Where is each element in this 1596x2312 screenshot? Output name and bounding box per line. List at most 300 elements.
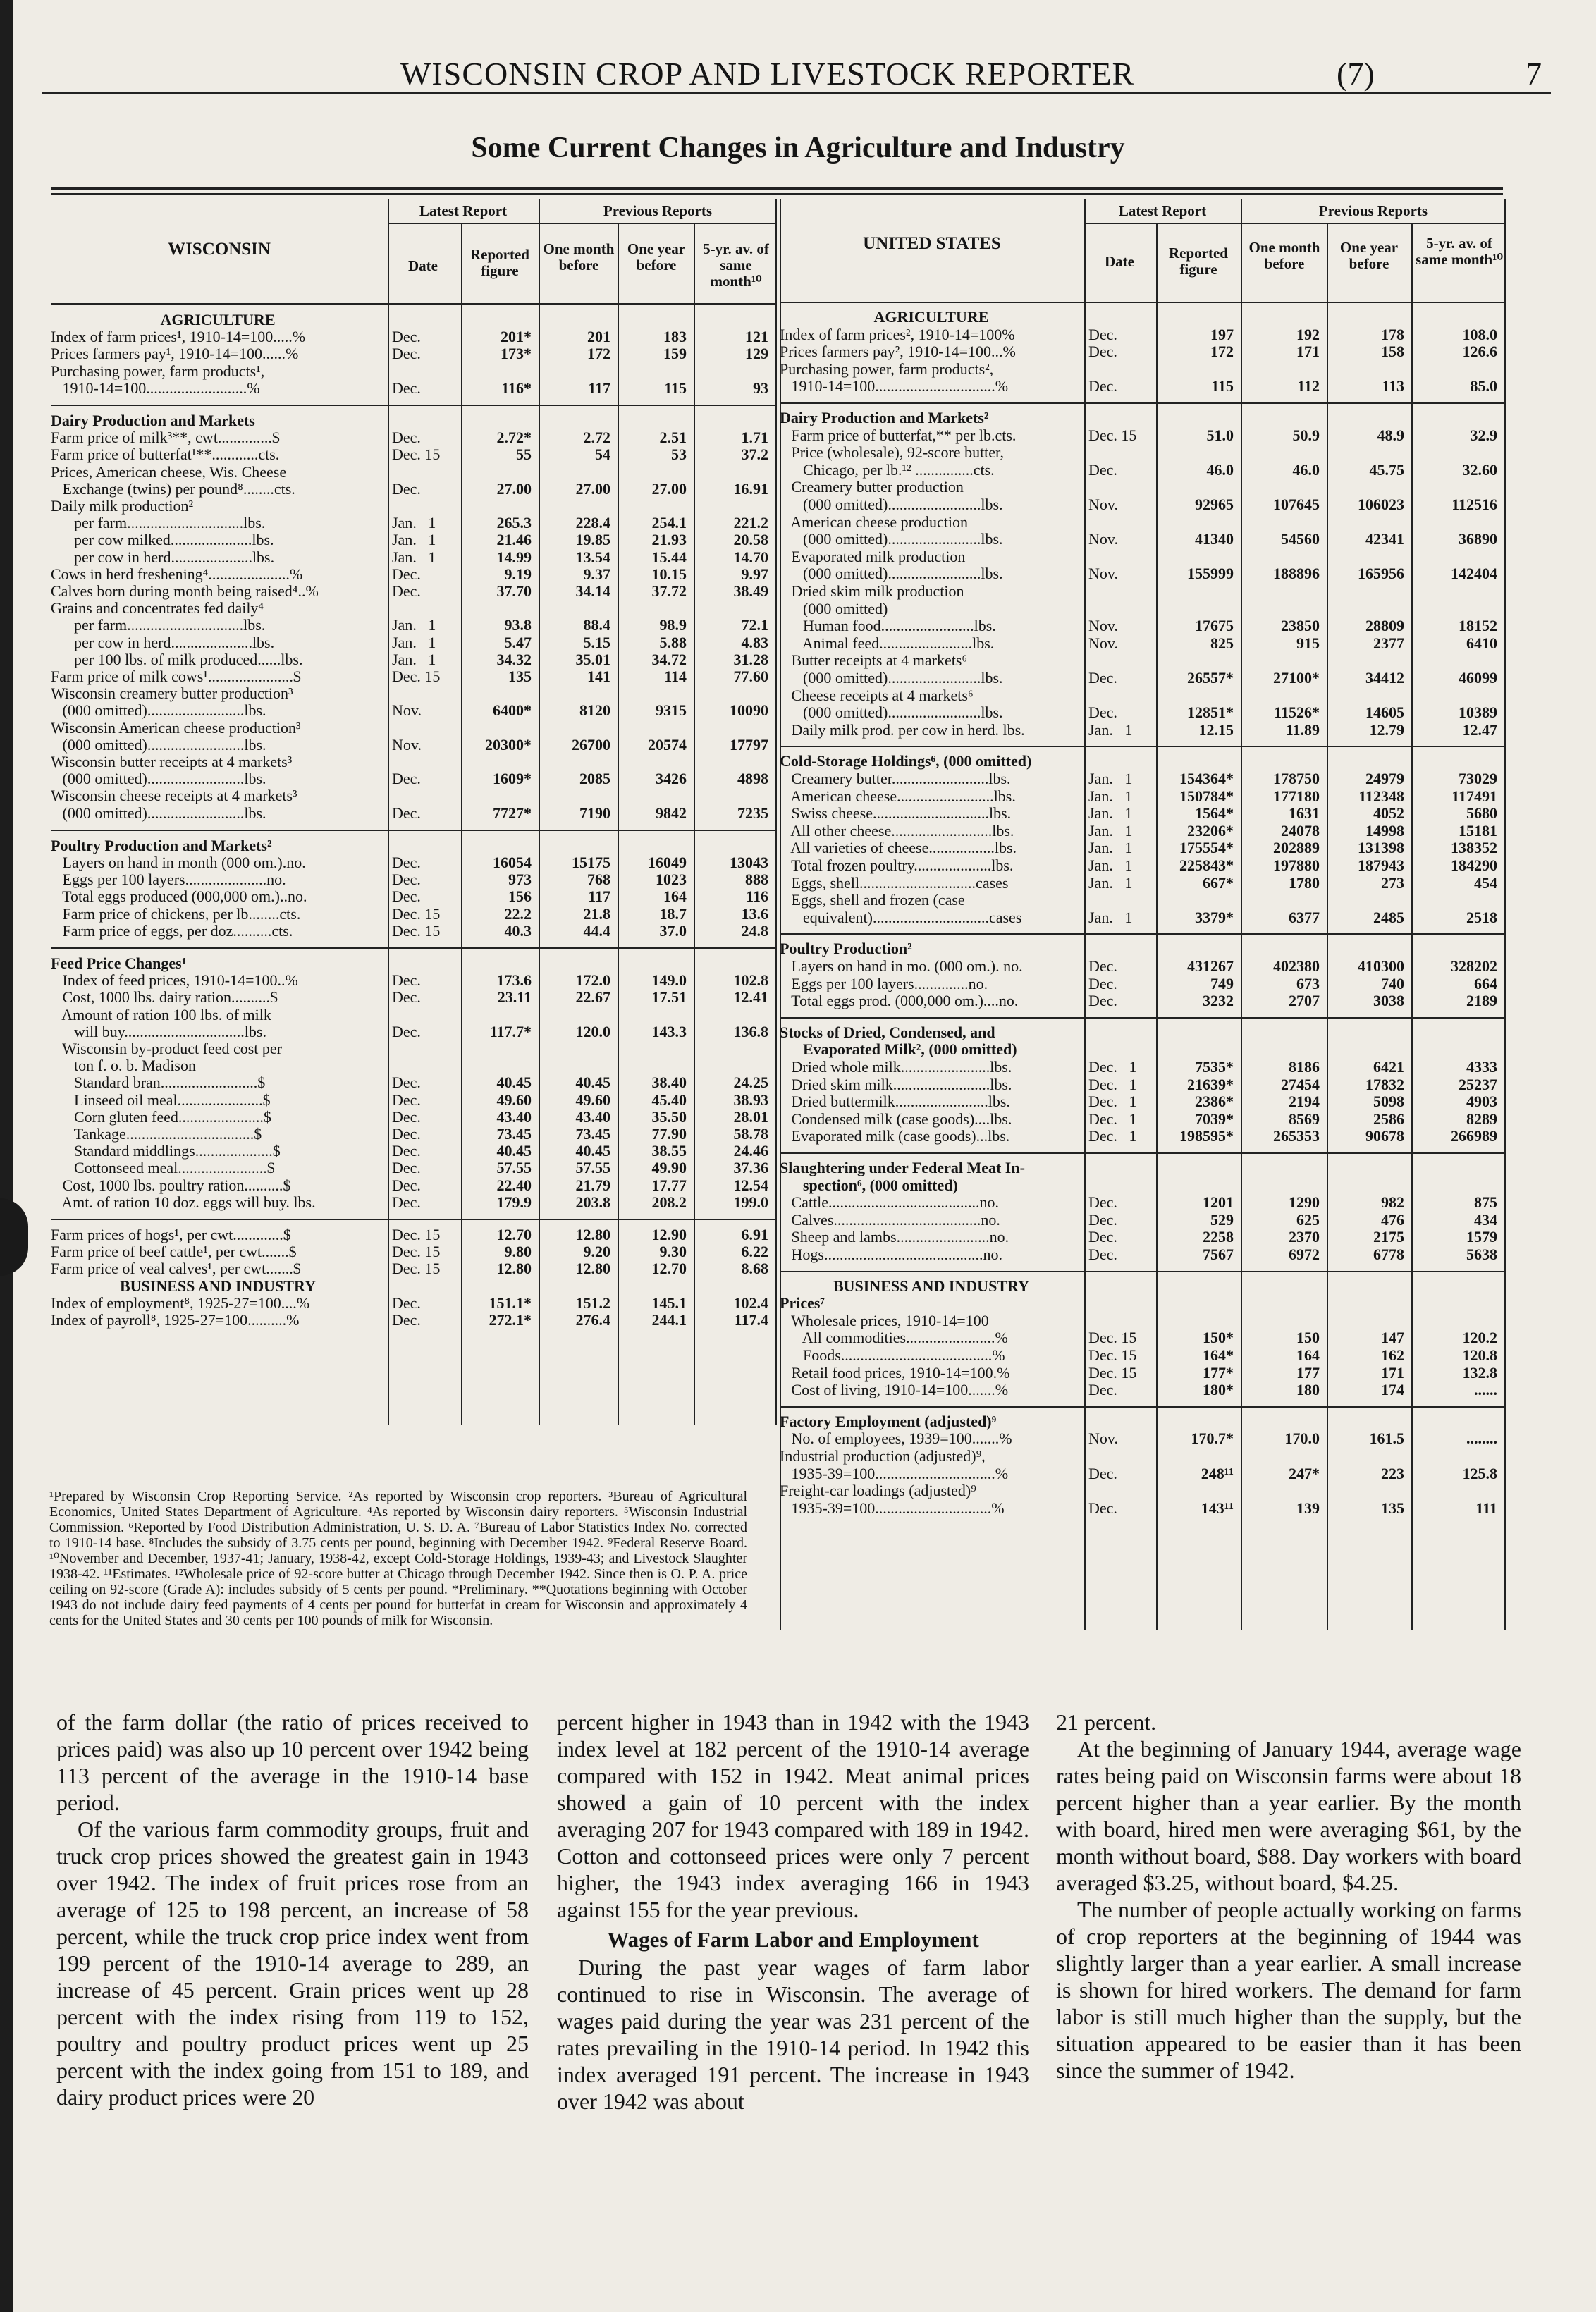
header-rule (1084, 223, 1506, 224)
reported-cell: 40.3 (504, 921, 532, 940)
row-label: Factory Employment (adjusted)⁹ (780, 1413, 997, 1430)
average-cell: 2518 (1466, 908, 1497, 926)
text-column-1 (56, 1709, 529, 2110)
section-rule (51, 947, 777, 949)
month-before-cell: 7190 (579, 804, 610, 822)
table-row (51, 1057, 777, 1074)
month-before-cell: 8569 (1289, 1109, 1320, 1128)
average-cell: 664 (1474, 974, 1497, 992)
month-before-heading: One month before (1248, 239, 1320, 272)
date-cell: Dec. 15 (392, 445, 441, 464)
year-before-cell: 12.79 (1369, 720, 1404, 739)
table-row (780, 617, 1506, 634)
row-label: Wisconsin American cheese production³ (51, 719, 301, 737)
date-cell: Dec. 15 (392, 921, 441, 940)
row-label: All other cheese..........................lbs. (780, 822, 1014, 840)
row-label: Slaughtering under Federal Meat In- (780, 1160, 1025, 1176)
table-row (780, 343, 1506, 360)
year-before-cell: 171 (1381, 1363, 1404, 1382)
table-row (780, 770, 1506, 787)
date-cell: Dec. (392, 1176, 421, 1194)
row-label: Cows in herd freshening⁴.....................% (51, 565, 303, 583)
year-before-heading: One year before (627, 240, 686, 273)
average-cell: 13043 (730, 854, 768, 871)
month-before-cell: 625 (1296, 1210, 1320, 1229)
month-before-cell: 2194 (1289, 1093, 1320, 1111)
five-year-average-heading: 5-yr. av. of same month¹⁰ (703, 240, 769, 290)
date-cell: Dec. (392, 971, 421, 990)
date-cell: Dec. 1 (1088, 1109, 1137, 1128)
table-row (51, 854, 777, 871)
previous-reports-heading: Previous Reports (603, 202, 713, 219)
date-cell: Dec. (1088, 957, 1117, 975)
table-row (51, 1194, 777, 1211)
month-before-cell: 13.54 (575, 548, 610, 566)
month-before-cell: 202889 (1273, 839, 1320, 857)
year-before-cell: 6421 (1373, 1058, 1404, 1076)
date-cell: Dec. (392, 1074, 421, 1092)
table-row (780, 1160, 1506, 1176)
row-label: Prices farmers pay², 1910-14=100...% (780, 343, 1016, 361)
row-label: Purchasing power, farm products¹, (51, 362, 265, 380)
month-before-cell: 27454 (1281, 1075, 1320, 1093)
month-before-cell: 139 (1296, 1499, 1320, 1517)
month-before-cell: 247* (1289, 1464, 1320, 1482)
row-label: Linseed oil meal......................$ (51, 1091, 271, 1109)
date-cell: Jan. 1 (392, 548, 436, 566)
reported-cell: 9.19 (504, 565, 532, 583)
row-label: Poultry Production² (780, 940, 912, 958)
row-label: American cheese.........................lbs. (780, 787, 1016, 805)
table-row (780, 1382, 1506, 1398)
table-row (51, 412, 777, 429)
average-cell: 4903 (1466, 1093, 1497, 1111)
row-label: Standard bran.........................$ (51, 1074, 266, 1092)
average-cell: 13.6 (741, 904, 768, 923)
reported-cell: 16054 (493, 854, 532, 871)
table-row (51, 1177, 777, 1194)
month-before-cell: 21.8 (583, 904, 610, 923)
average-cell: 125.8 (1462, 1464, 1497, 1482)
date-cell: Dec. 15 (1088, 1363, 1137, 1382)
table-row (780, 1111, 1506, 1128)
row-label: AGRICULTURE (160, 312, 276, 328)
year-before-cell: 98.9 (659, 616, 687, 634)
date-cell: Jan. 1 (1088, 821, 1133, 840)
reported-cell: 6400* (493, 701, 532, 720)
average-cell: 12.41 (733, 988, 768, 1007)
table-row (780, 479, 1506, 496)
table-row (780, 1312, 1506, 1329)
row-label: Price (wholesale), 92-score butter, (780, 444, 1005, 462)
row-label: Daily milk production² (51, 498, 194, 515)
row-label: Eggs, shell..............................cases (780, 874, 1009, 892)
average-cell: 126.6 (1462, 343, 1497, 361)
average-cell: 24.8 (741, 921, 768, 940)
reported-cell: 973 (508, 871, 532, 889)
average-cell: 32.9 (1470, 426, 1497, 444)
year-before-cell: 143.3 (651, 1022, 687, 1040)
row-label: Farm price of veal calves¹, per cwt.......$ (51, 1260, 301, 1278)
average-cell: 117.4 (734, 1311, 768, 1329)
average-cell: 120.2 (1462, 1329, 1497, 1347)
row-label: (000 omitted)........................lbs. (780, 704, 1003, 722)
month-before-cell: 2085 (579, 770, 610, 788)
table-row (51, 754, 777, 770)
date-cell: Jan. 1 (392, 633, 436, 651)
row-label: per cow in herd.....................lbs. (51, 548, 275, 566)
reported-cell: 7039* (1195, 1109, 1234, 1128)
average-cell: 129 (745, 345, 768, 363)
table-row (780, 410, 1506, 426)
date-cell: Dec. (1088, 669, 1117, 687)
average-cell: 111 (1475, 1499, 1497, 1517)
reported-cell: 9.80 (504, 1243, 532, 1261)
average-cell: 108.0 (1462, 325, 1497, 343)
average-cell: 32.60 (1462, 460, 1497, 479)
row-label: (000 omitted)........................lbs. (780, 670, 1003, 687)
year-before-cell: 106023 (1358, 496, 1404, 513)
paragraph: 21 percent. (1056, 1709, 1157, 1735)
date-cell: Dec. 15 (392, 1243, 441, 1261)
year-before-cell: 35.50 (651, 1107, 687, 1126)
average-cell: 16.91 (733, 479, 768, 498)
month-before-cell: 9.37 (583, 565, 610, 583)
year-before-cell: 17.77 (651, 1176, 687, 1194)
reported-cell: 155999 (1187, 565, 1234, 583)
row-label: Prices⁷ (780, 1295, 825, 1312)
table-row (780, 1465, 1506, 1482)
year-before-cell: 3038 (1373, 992, 1404, 1010)
row-label: Cost, 1000 lbs. dairy ration..........$ (51, 989, 278, 1007)
row-label: Cold-Storage Holdings⁶, (000 omitted) (780, 753, 1032, 770)
month-before-cell: 171 (1296, 343, 1320, 361)
row-label: Grains and concentrates fed daily⁴ (51, 600, 264, 617)
date-cell: Dec. (1088, 1210, 1117, 1229)
row-label: Animal feed........................lbs. (780, 634, 995, 652)
reported-cell: 3379* (1195, 908, 1234, 926)
month-before-cell: 203.8 (575, 1193, 610, 1211)
section-heading: Wages of Farm Labor and Employment (607, 1927, 979, 1952)
row-label: Farm price of eggs, per doz..........cts. (51, 922, 293, 940)
date-cell: Dec. 15 (1088, 1346, 1137, 1364)
date-cell: Dec. (392, 871, 421, 889)
row-label: Creamery butter.........................lbs. (780, 770, 1011, 787)
date-cell: Jan. 1 (1088, 787, 1133, 805)
month-before-cell: 151.2 (575, 1293, 610, 1312)
year-before-cell: 17832 (1365, 1075, 1404, 1093)
row-label: Prices farmers pay¹, 1910-14=100......% (51, 345, 299, 363)
average-cell: 875 (1474, 1193, 1497, 1212)
year-before-cell: 21.93 (651, 531, 687, 549)
year-before-cell: 112348 (1358, 787, 1404, 805)
date-cell: Dec. (392, 1125, 421, 1143)
row-label: Amount of ration 100 lbs. of milk (51, 1006, 271, 1023)
date-cell: Jan. 1 (1088, 804, 1133, 823)
month-before-cell: 197880 (1273, 856, 1320, 874)
latest-report-heading: Latest Report (419, 202, 508, 219)
table-row (780, 940, 1506, 957)
table-row (51, 1126, 777, 1143)
row-label: AGRICULTURE (873, 309, 989, 326)
reported-cell: 20300* (485, 735, 532, 754)
month-before-cell: 27.00 (575, 479, 610, 498)
reported-cell: 198595* (1179, 1127, 1234, 1145)
date-cell: Dec. (1088, 974, 1117, 992)
punch-hole (0, 1198, 28, 1276)
month-before-cell: 265353 (1273, 1127, 1320, 1145)
reported-cell: 1201 (1203, 1193, 1234, 1212)
paragraph: Of the various farm commodity groups, fruit and truck crop prices showed the greatest gain in 1943 over 1942. The index of fruit prices rose from an average of 125 to 198 percent, an increase of 58 percent, while the truck crop price index went from 199 percent of the 1910-14 average to 289, an increase of 45 percent. Grain prices went up 28 percent with the index rising from 119 to 152, poultry and poultry product prices went up 25 percent with the index going from 151 to 189, and dairy product prices were 20 (56, 1816, 529, 2110)
reported-cell: 40.45 (496, 1142, 532, 1160)
month-before-cell: 172 (587, 345, 610, 363)
month-before-cell: 15175 (572, 854, 610, 871)
date-cell: Dec. (392, 770, 421, 788)
row-label: Industrial production (adjusted)⁹, (780, 1448, 986, 1465)
year-before-cell: 20574 (648, 735, 687, 754)
table-row (51, 498, 777, 515)
reported-cell: 12851* (1187, 703, 1234, 722)
reported-cell: 49.60 (496, 1090, 532, 1109)
row-label: Farm price of milk³**, cwt..............$ (51, 429, 280, 447)
average-cell: 1579 (1466, 1228, 1497, 1246)
average-cell: 28.01 (733, 1107, 768, 1126)
united-states-table (780, 199, 1506, 1630)
table-row (51, 1109, 777, 1126)
table-row (51, 770, 777, 787)
reported-cell: 34.32 (496, 650, 532, 668)
year-before-cell: 3426 (656, 770, 687, 788)
average-cell: 24.46 (733, 1142, 768, 1160)
table-row (51, 549, 777, 566)
average-cell: 9.97 (741, 565, 768, 583)
article-title: Some Current Changes in Agriculture and Industry (471, 132, 1125, 164)
date-cell: Nov. (1088, 617, 1118, 635)
row-label: Farm price of butterfat,** per lb.cts. (780, 426, 1017, 444)
reported-cell: 179.9 (496, 1193, 532, 1211)
average-cell: 5680 (1466, 804, 1497, 823)
year-before-cell: 77.90 (651, 1125, 687, 1143)
row-label: per 100 lbs. of milk produced......lbs. (51, 651, 303, 668)
table-row (51, 617, 777, 634)
issue-number: (7) (1337, 56, 1375, 92)
row-label: Farm prices of hogs¹, per cwt.............$ (51, 1226, 291, 1243)
date-cell: Jan. 1 (1088, 839, 1133, 857)
reported-cell: 265.3 (496, 514, 532, 532)
row-label: Total frozen poultry....................lbs. (780, 857, 1014, 874)
table-row (780, 1177, 1506, 1194)
date-cell: Nov. (392, 701, 422, 720)
date-cell: Dec. (392, 345, 421, 363)
month-before-cell: 1290 (1289, 1193, 1320, 1212)
table-row (51, 1260, 777, 1277)
table-row (780, 1482, 1506, 1499)
year-before-cell: 223 (1381, 1464, 1404, 1482)
table-row (780, 1413, 1506, 1430)
table-row (780, 909, 1506, 926)
table-row (51, 1278, 777, 1295)
table-row (780, 1430, 1506, 1447)
date-cell: Jan. 1 (1088, 770, 1133, 787)
year-before-cell: 183 (663, 328, 687, 346)
date-heading: Date (1105, 253, 1134, 270)
header-rule (388, 223, 777, 224)
reported-cell: 667* (1203, 873, 1234, 892)
row-label: Cottonseed meal.......................$ (51, 1160, 275, 1177)
month-before-cell: 88.4 (583, 616, 610, 634)
reported-cell: 7727* (493, 804, 532, 822)
month-before-cell: 201 (587, 328, 610, 346)
table-row (780, 1246, 1506, 1263)
row-label: 1935-39=100...............................% (780, 1465, 1009, 1482)
year-before-cell: 15.44 (651, 548, 687, 566)
year-before-cell: 38.55 (651, 1142, 687, 1160)
reported-cell: 5.47 (504, 633, 532, 651)
year-before-cell: 135 (1381, 1499, 1404, 1517)
date-cell: Jan. 1 (1088, 873, 1133, 892)
table-row (51, 531, 777, 548)
month-before-cell: 44.4 (583, 921, 610, 940)
average-cell: 120.8 (1462, 1346, 1497, 1364)
month-before-cell: 170.0 (1284, 1429, 1320, 1448)
date-cell: Dec. (1088, 992, 1117, 1010)
average-cell: 184290 (1451, 856, 1497, 874)
table-row (51, 600, 777, 617)
table-row (780, 531, 1506, 548)
table-row (51, 720, 777, 737)
month-before-cell: 5.15 (583, 633, 610, 651)
reported-cell: 7535* (1195, 1058, 1234, 1076)
date-cell: Dec. (1088, 1228, 1117, 1246)
row-label: Cost of living, 1910-14=100.......% (780, 1382, 1009, 1399)
date-cell: Dec. (1088, 1464, 1117, 1482)
row-label: Evaporated milk production (780, 548, 966, 565)
date-cell: Dec. (392, 379, 421, 397)
reported-cell: 41340 (1195, 530, 1234, 548)
table-row (51, 787, 777, 804)
average-cell: 93 (753, 379, 768, 397)
reported-cell: 2386* (1195, 1093, 1234, 1111)
date-cell: Dec. (392, 479, 421, 498)
year-before-cell: 9.30 (659, 1243, 687, 1261)
top-rule (51, 187, 1503, 190)
table-row (780, 427, 1506, 444)
table-row (780, 704, 1506, 721)
month-before-cell: 11.89 (1285, 720, 1320, 739)
row-label: Calves......................................no. (780, 1211, 1000, 1229)
year-before-cell: 9842 (656, 804, 687, 822)
reported-cell: 12.80 (496, 1260, 532, 1278)
year-before-cell: 149.0 (651, 971, 687, 990)
date-cell: Dec. (392, 887, 421, 906)
year-before-cell: 2586 (1373, 1109, 1404, 1128)
table-row (780, 309, 1506, 326)
reported-cell: 73.45 (496, 1125, 532, 1143)
row-label: Swiss cheese..............................lbs. (780, 805, 1012, 823)
month-before-cell: 120.0 (575, 1022, 610, 1040)
table-row (780, 1024, 1506, 1041)
average-cell: 36890 (1459, 530, 1497, 548)
average-cell: 20.58 (733, 531, 768, 549)
reported-cell: 43.40 (496, 1107, 532, 1126)
year-before-cell: 24979 (1365, 770, 1404, 787)
reported-cell: 23.11 (497, 988, 532, 1007)
table-row (780, 1128, 1506, 1145)
reported-cell: 164* (1203, 1346, 1234, 1364)
row-label: (000 omitted)........................lbs. (780, 496, 1003, 513)
top-rule-2 (51, 193, 1503, 195)
section-rule (780, 746, 1506, 747)
year-before-cell: 208.2 (651, 1193, 687, 1211)
year-before-cell: 165956 (1358, 565, 1404, 583)
reported-cell: 2.72* (496, 429, 532, 447)
month-before-cell: 402380 (1273, 957, 1320, 975)
row-label: BUSINESS AND INDUSTRY (833, 1277, 1029, 1295)
month-before-cell: 188896 (1273, 565, 1320, 583)
table-row (51, 1295, 777, 1312)
row-label: Index of feed prices, 1910-14=100..% (51, 972, 298, 990)
five-year-average-heading: 5-yr. av. of same month¹⁰ (1416, 235, 1503, 268)
row-label: Wisconsin cheese receipts at 4 markets³ (51, 787, 297, 805)
row-label: Cost, 1000 lbs. poultry ration..........$ (51, 1176, 291, 1194)
year-before-cell: 34412 (1365, 669, 1404, 687)
reported-cell: 23206* (1187, 821, 1234, 840)
row-label: Retail food prices, 1910-14=100.% (780, 1364, 1010, 1382)
average-cell: 10090 (730, 701, 768, 720)
year-before-cell: 27.00 (651, 479, 687, 498)
reported-cell: 117.7* (489, 1022, 532, 1040)
row-label: (000 omitted).........................lbs. (51, 736, 266, 754)
date-cell: Jan. 1 (1088, 908, 1133, 926)
reported-cell: 46.0 (1206, 460, 1234, 479)
table-row (780, 976, 1506, 992)
average-cell: 2189 (1466, 992, 1497, 1010)
reported-cell: 749 (1210, 974, 1234, 992)
month-before-cell: 8186 (1289, 1058, 1320, 1076)
reported-cell: 115 (1211, 377, 1234, 395)
row-label: Index of farm prices², 1910-14=100% (780, 326, 1015, 343)
table-row (780, 1500, 1506, 1517)
year-before-cell: 48.9 (1377, 426, 1404, 444)
year-before-cell: 159 (663, 345, 687, 363)
month-before-cell: 177 (1296, 1363, 1320, 1382)
month-before-cell: 27100* (1273, 669, 1320, 687)
table-row (51, 328, 777, 345)
row-label: Condensed milk (case goods)....lbs. (780, 1110, 1012, 1128)
reported-cell: 135 (508, 668, 532, 685)
reported-cell: 150784* (1179, 787, 1234, 805)
table-row (780, 687, 1506, 704)
table-row (51, 1040, 777, 1057)
reported-cell: 1564* (1195, 804, 1234, 823)
average-cell: 199.0 (733, 1193, 768, 1211)
date-cell: Dec. (1088, 1381, 1117, 1399)
row-label: Purchasing power, farm products², (780, 360, 994, 378)
month-before-cell: 9.20 (583, 1243, 610, 1261)
date-cell: Dec. 15 (1088, 1329, 1137, 1347)
section-rule (780, 1017, 1506, 1019)
date-cell: Dec. 15 (392, 904, 441, 923)
reported-cell: 197 (1210, 325, 1234, 343)
row-label: Layers on hand in month (000 om.).no. (51, 854, 306, 871)
average-cell: 73029 (1459, 770, 1497, 787)
paragraph: The number of people actually working on farms of crop reporters at the beginning of 1944 was slightly larger than a year earlier. A small increase is shown for hired workers. The demand for farm labor is still much higher than the supply, but the situation appeared to be easier than it has been since the summer of 1942. (1056, 1897, 1521, 2083)
reported-cell: 173.6 (496, 971, 532, 990)
paragraph: percent higher in 1943 than in 1942 with the 1943 index level at 182 percent of the 1910-14 average compared with 152 in 1942. Meat animal prices showed a gain of 10 percent with the index averaging 207 for 1943 compared with 189 in 1942. Cotton and cottonseed prices were only 7 percent higher, the 1943 index averaging 166 in 1943 against 155 for the year previous. (557, 1709, 1029, 1922)
year-before-cell: 12.90 (651, 1226, 687, 1243)
row-label: Index of payroll⁸, 1925-27=100..........% (51, 1312, 300, 1329)
date-cell: Dec. (392, 804, 421, 822)
